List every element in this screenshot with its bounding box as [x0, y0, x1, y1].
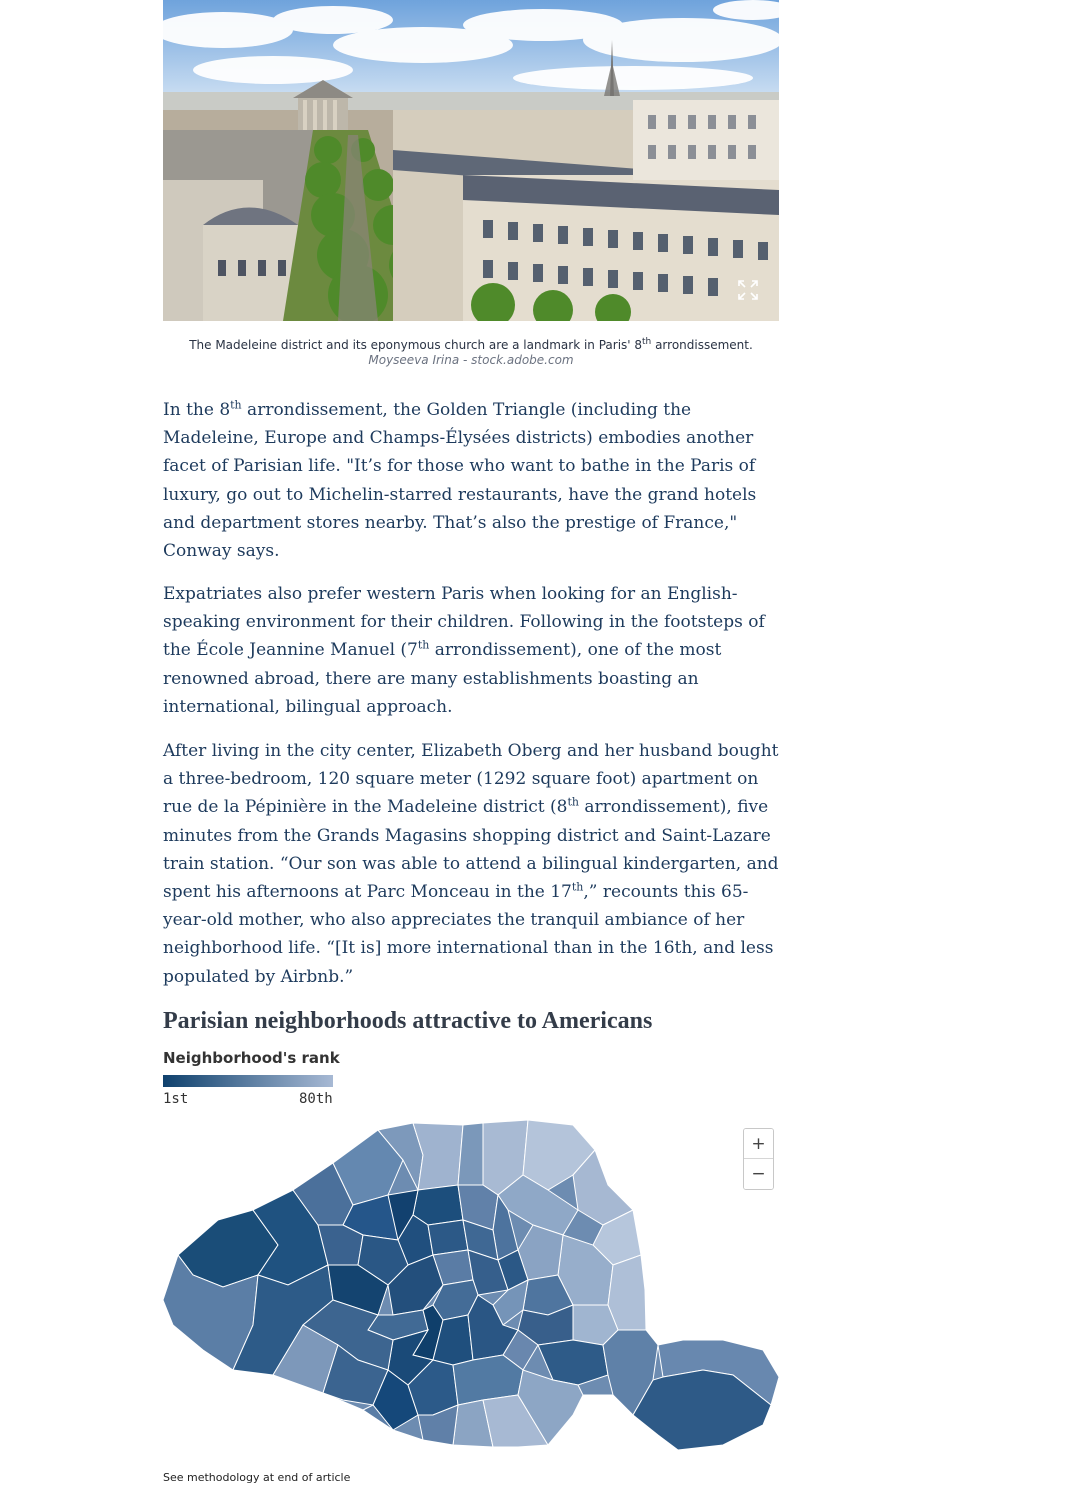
paris-rooftops-image [163, 0, 779, 321]
article-paragraph-3: After living in the city center, Elizabeth Oberg and her husband bought a three-bedroom, 120 square meter (1292 square foot) apartment on rue de la Pépinière in the Madeleine district (8th arrondissement), five minutes from the Grands Magasins shopping district and Saint-Lazare train station. “Our son was able to attend a bilingual kindergarten, and spent his afternoons at Parc Monceau in the 17th,” recounts this 65-year-old mother, who also appreciates the tranquil ambiance of her neighborhood life. “[It is] more international than in the 16th, and less populated by Airbnb.” [163, 741, 779, 987]
legend-low-label: 1st [163, 1091, 189, 1107]
zoom-out-button[interactable]: − [744, 1159, 773, 1189]
map-title: Parisian neighborhoods attractive to Americans [163, 1008, 653, 1034]
methodology-note: See methodology at end of article [163, 1471, 351, 1484]
article-paragraph-1: In the 8th arrondissement, the Golden Triangle (including the Madeleine, Europe and Champs-Élysées districts) embodies another facet of Parisian life. "It’s for those who want to bathe in the Paris of luxury, go out to Michelin-starred restaurants, have the grand hotels and department stores nearby. That’s also the prestige of France," Conway says. [163, 398, 757, 562]
legend-title: Neighborhood's rank [163, 1049, 340, 1067]
legend-color-scale [163, 1075, 333, 1087]
photo-credit: Moyseeva Irina - stock.adobe.com [368, 353, 574, 367]
legend-high-label: 80th [299, 1091, 333, 1107]
district [428, 1220, 468, 1255]
zoom-in-button[interactable]: + [744, 1129, 773, 1159]
photo-caption: The Madeleine district and its eponymous church are a landmark in Paris' 8th arrondissement. [189, 337, 753, 352]
district [413, 1185, 463, 1225]
choropleth-map[interactable] [163, 1115, 779, 1455]
article-paragraph-2: Expatriates also prefer western Paris when looking for an English-speaking environment for their children. Following in the footsteps of the École Jeannine Manuel (7th arrondissement), one of the most renowned abroad, there are many establishments boasting an international, bilingual approach. [163, 584, 765, 717]
zoom-controls [743, 1128, 774, 1190]
expand-icon[interactable] [737, 279, 759, 301]
hero-photo [163, 0, 779, 321]
